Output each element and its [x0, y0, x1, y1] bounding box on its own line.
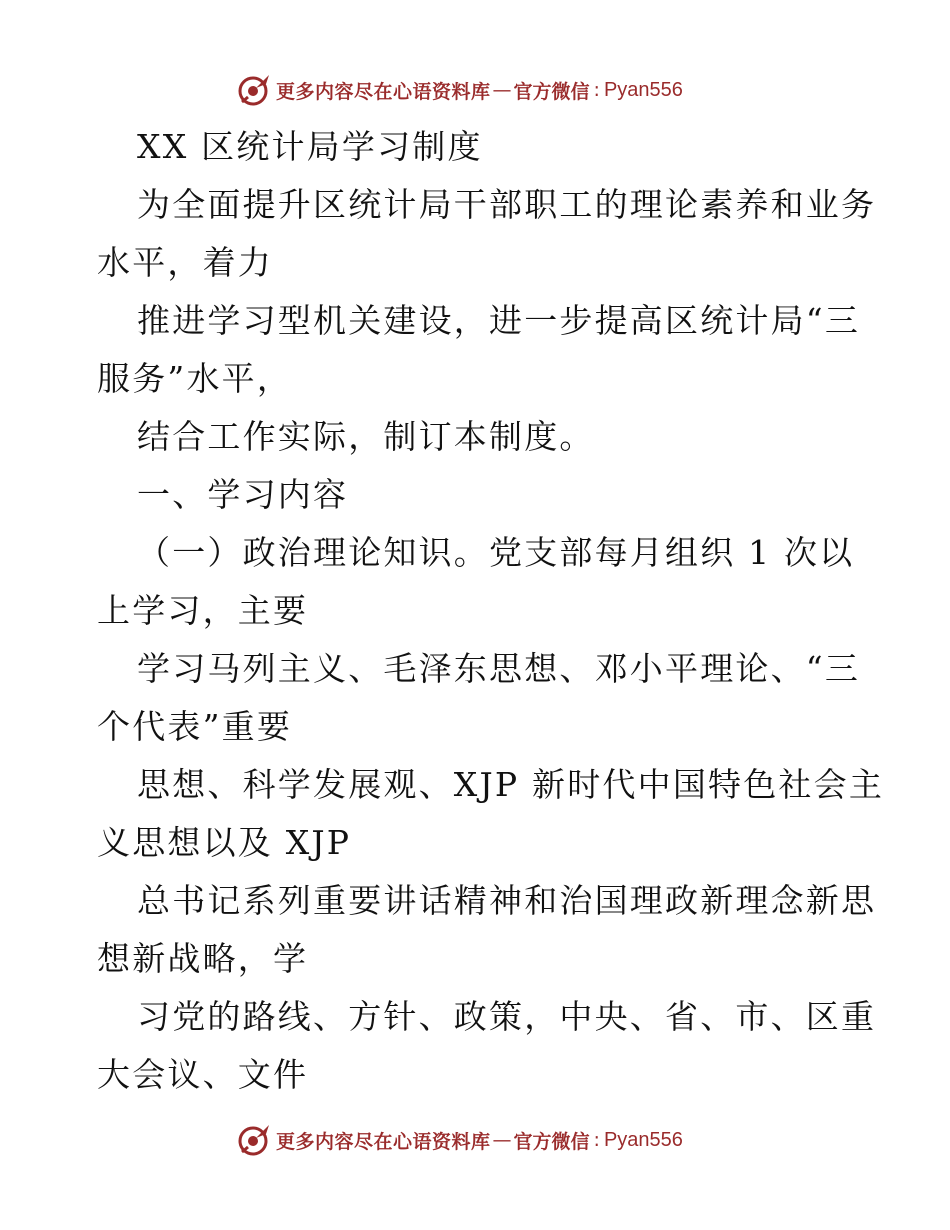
paragraph-line: 水平，着力 — [97, 243, 273, 282]
quill-logo-icon — [236, 1122, 272, 1158]
watermark-wechat-label: 官方微信 — [513, 1130, 590, 1153]
watermark-separator: : — [593, 1129, 600, 1151]
paragraph-line: 上学习，主要 — [97, 591, 309, 630]
paragraph-line: 推进学习型机关建设，进一步提高区统计局“三 — [137, 301, 861, 340]
paragraph-line: 习党的路线、方针、政策，中央、省、市、区重 — [137, 997, 877, 1036]
document-title: XX 区统计局学习制度 — [137, 127, 483, 166]
section-heading: 一、学习内容 — [137, 475, 349, 514]
paragraph-line: 学习马列主义、毛泽东思想、邓小平理论、“三 — [137, 649, 861, 688]
paragraph-line: 服务”水平， — [97, 359, 293, 398]
paragraph-line: 义思想以及 XJP — [97, 823, 352, 862]
watermark-wechat-id: Pyan556 — [603, 1128, 683, 1151]
paragraph-line: 大会议、文件 — [97, 1055, 309, 1094]
watermark-header — [236, 70, 683, 110]
paragraph-line: 个代表”重要 — [97, 707, 293, 746]
paragraph-line: 想新战略，学 — [97, 939, 309, 978]
watermark-footer — [236, 1120, 683, 1160]
document-body — [97, 118, 885, 1104]
watermark-dash: — — [492, 1129, 512, 1151]
paragraph-line: 思想、科学发展观、XJP 新时代中国特色社会主 — [137, 765, 885, 804]
watermark-wechat-id: Pyan556 — [603, 78, 683, 101]
paragraph-line: 总书记系列重要讲话精神和治国理政新理念新思 — [137, 881, 877, 920]
watermark-site-text: 更多内容尽在心语资料库 — [276, 1130, 491, 1153]
watermark-dash: — — [492, 79, 512, 101]
quill-logo-icon — [236, 72, 272, 108]
watermark-site-text: 更多内容尽在心语资料库 — [276, 80, 491, 103]
watermark-separator: : — [593, 79, 600, 101]
paragraph-line: 为全面提升区统计局干部职工的理论素养和业务 — [137, 185, 877, 224]
watermark-wechat-label: 官方微信 — [513, 80, 590, 103]
paragraph-line: （一）政治理论知识。党支部每月组织 1 次以 — [137, 533, 855, 572]
paragraph-line: 结合工作实际，制订本制度。 — [137, 417, 595, 456]
